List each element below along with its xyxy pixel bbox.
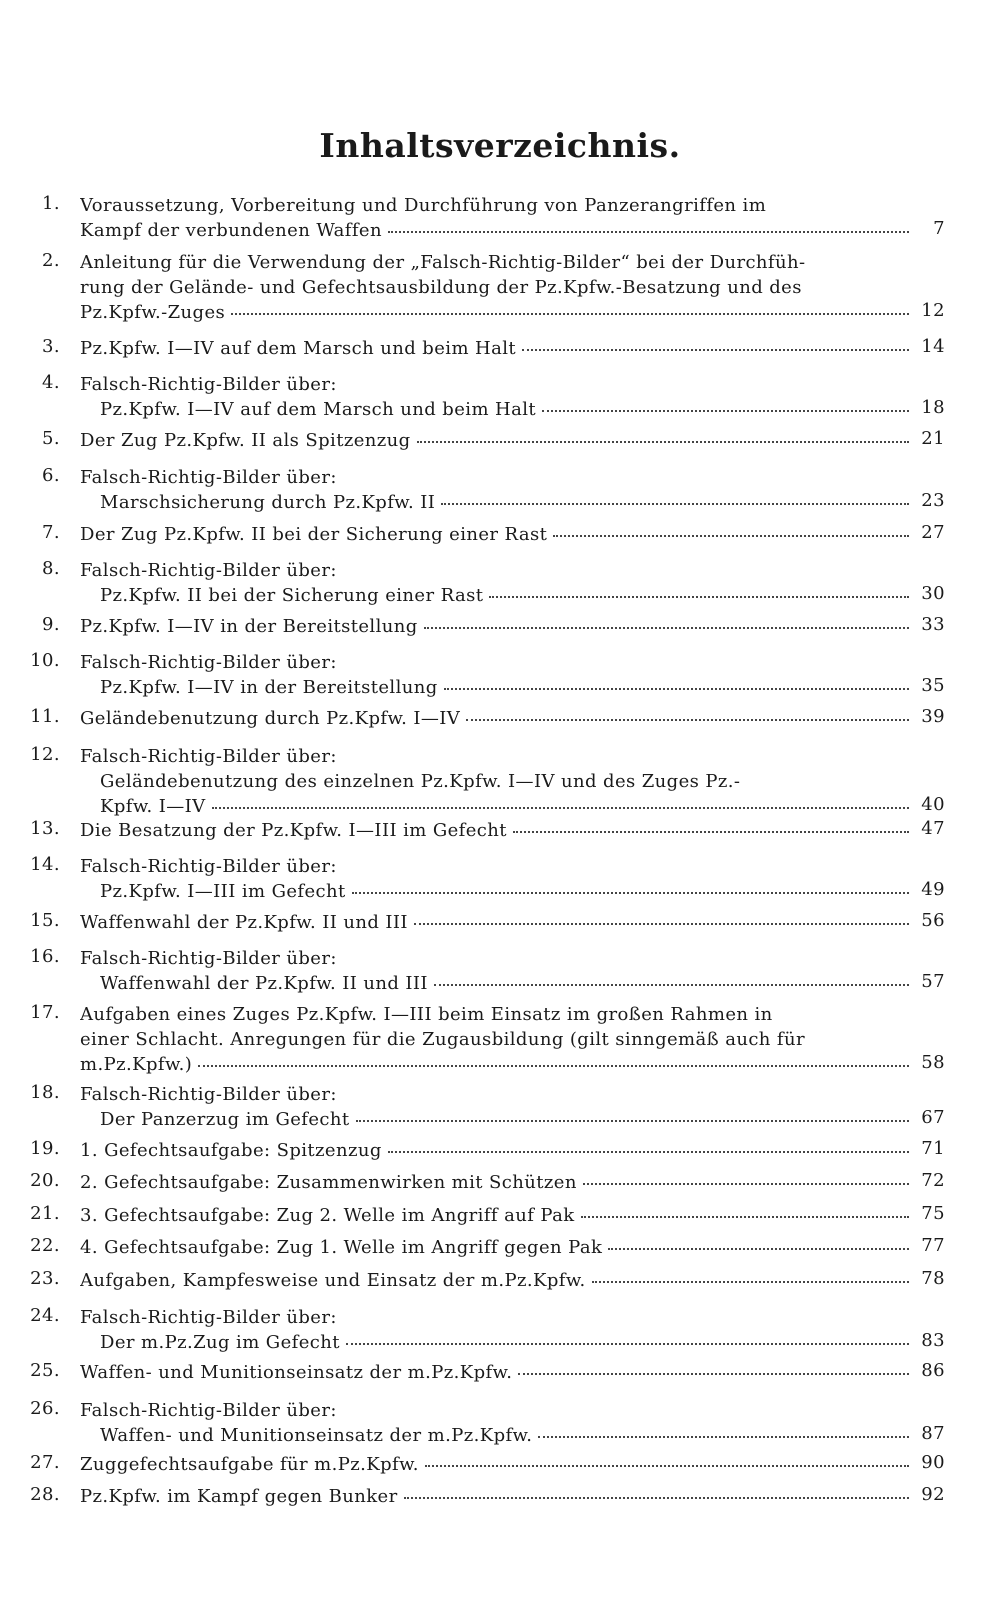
toc-entry-page-number: 47	[921, 818, 945, 839]
toc-entry-page-number: 14	[921, 336, 945, 357]
toc-entry-text	[80, 250, 915, 325]
dot-leader	[513, 831, 909, 833]
toc-entry-line-text: 3. Gefechtsaufgabe: Zug 2. Welle im Angriff auf Pak	[80, 1205, 575, 1226]
toc-entry-number: 28.	[30, 1484, 60, 1505]
toc-entry-line-text: m.Pz.Kpfw.)	[80, 1054, 193, 1075]
toc-entry-line-text: Pz.Kpfw. im Kampf gegen Bunker	[80, 1486, 398, 1507]
toc-entry-line: Falsch-Richtig-Bilder über:	[80, 374, 337, 395]
toc-entry-text	[80, 946, 915, 996]
dot-leader	[434, 984, 909, 986]
toc-entry-line	[80, 1452, 915, 1477]
dot-leader	[388, 231, 909, 233]
toc-entry-page-number: 30	[921, 583, 945, 604]
toc-entry-page-number: 12	[921, 300, 945, 321]
toc-entry-line-text: Kpfw. I—IV	[100, 796, 206, 817]
dot-leader	[522, 349, 909, 351]
toc-entry-line: rung der Gelände- und Gefechtsausbildung der Pz.Kpfw.-Besatzung und des	[80, 277, 802, 298]
toc-entry-text	[80, 465, 915, 515]
toc-entry-page-number: 75	[921, 1203, 945, 1224]
toc-entry-number: 25.	[30, 1360, 60, 1381]
toc-entry-page-number: 40	[921, 794, 945, 815]
toc-entry-page-number: 35	[921, 675, 945, 696]
toc-entry-page-number: 92	[921, 1484, 945, 1505]
toc-entry-text	[80, 1452, 915, 1477]
toc-entry-number: 18.	[30, 1082, 60, 1103]
toc-entry-number: 27.	[30, 1452, 60, 1473]
dot-leader	[417, 441, 909, 443]
toc-entry-page-number: 57	[921, 971, 945, 992]
toc-entry-line: Falsch-Richtig-Bilder über:	[80, 560, 337, 581]
toc-entry-text	[80, 614, 915, 639]
toc-entry-line-text: Geländebenutzung durch Pz.Kpfw. I—IV	[80, 708, 461, 729]
toc-entry-text	[80, 706, 915, 731]
toc-entry-line-text: Zuggefechtsaufgabe für m.Pz.Kpfw.	[80, 1454, 419, 1475]
toc-entry-text	[80, 522, 915, 547]
dot-leader	[542, 410, 909, 412]
toc-entry-text	[80, 428, 915, 453]
dot-leader	[404, 1497, 909, 1499]
toc-entry-number: 11.	[30, 706, 60, 727]
toc-entry-number: 9.	[42, 614, 60, 635]
toc-entry-line	[80, 583, 915, 608]
toc-entry-number: 21.	[30, 1203, 60, 1224]
toc-entry-line-text: 4. Gefechtsaufgabe: Zug 1. Welle im Angriff gegen Pak	[80, 1237, 603, 1258]
toc-entry-line-text: Marschsicherung durch Pz.Kpfw. II	[100, 492, 436, 513]
toc-entry-line	[80, 397, 915, 422]
toc-entry-line: Falsch-Richtig-Bilder über:	[80, 746, 337, 767]
toc-entry-line: Falsch-Richtig-Bilder über:	[80, 1307, 337, 1328]
toc-entry-line	[80, 971, 915, 996]
toc-entry-line-text: Waffenwahl der Pz.Kpfw. II und III	[100, 973, 428, 994]
toc-entry-line: Anleitung für die Verwendung der „Falsch-Richtig-Bilder“ bei der Durchfüh-	[80, 252, 806, 273]
dot-leader	[466, 719, 909, 721]
toc-entry-line	[80, 1268, 915, 1293]
toc-entry-line-text: Pz.Kpfw. I—III im Gefecht	[100, 881, 346, 902]
toc-entry-text	[80, 1305, 915, 1355]
toc-entry-line-text: 1. Gefechtsaufgabe: Spitzenzug	[80, 1140, 382, 1161]
toc-entry-text	[80, 1484, 915, 1509]
page-title: Inhaltsverzeichnis.	[319, 126, 681, 165]
dot-leader	[388, 1151, 909, 1153]
dot-leader	[441, 503, 909, 505]
toc-entry-text	[80, 910, 915, 935]
toc-entry-page-number: 77	[921, 1235, 945, 1256]
dot-leader	[352, 892, 909, 894]
toc-entry-page-number: 21	[921, 428, 945, 449]
toc-entry-line-text: Der Zug Pz.Kpfw. II als Spitzenzug	[80, 430, 411, 451]
dot-leader	[414, 923, 909, 925]
toc-entry-text	[80, 372, 915, 422]
toc-entry-line	[80, 794, 915, 819]
toc-entry-page-number: 49	[921, 879, 945, 900]
toc-entry-line: Falsch-Richtig-Bilder über:	[80, 856, 337, 877]
toc-entry-number: 15.	[30, 910, 60, 931]
toc-entry-page-number: 33	[921, 614, 945, 635]
toc-entry-line-text: Der Panzerzug im Gefecht	[100, 1109, 350, 1130]
toc-entry-line	[80, 1052, 915, 1077]
toc-entry-page-number: 78	[921, 1268, 945, 1289]
toc-entry-page-number: 72	[921, 1170, 945, 1191]
toc-entry-line	[80, 300, 915, 325]
toc-entry-line-text: Pz.Kpfw. I—IV in der Bereitstellung	[100, 677, 438, 698]
toc-entry-line-text: Waffen- und Munitionseinsatz der m.Pz.Kpfw.	[80, 1362, 513, 1383]
toc-entry-line: einer Schlacht. Anregungen für die Zugausbildung (gilt sinngemäß auch für	[80, 1029, 805, 1050]
toc-entry-page-number: 83	[921, 1330, 945, 1351]
toc-entry-line-text: Waffenwahl der Pz.Kpfw. II und III	[80, 912, 408, 933]
toc-entry-page-number: 67	[921, 1107, 945, 1128]
toc-entry-number: 10.	[30, 650, 60, 671]
dot-leader	[489, 596, 909, 598]
toc-entry-text	[80, 1002, 915, 1077]
toc-entry-text	[80, 1170, 915, 1195]
toc-entry-line-text: Aufgaben, Kampfesweise und Einsatz der m.Pz.Kpfw.	[80, 1270, 586, 1291]
toc-entry-line-text: Pz.Kpfw. I—IV auf dem Marsch und beim Halt	[80, 338, 517, 359]
toc-entry-line	[80, 614, 915, 639]
toc-entry-line: Aufgaben eines Zuges Pz.Kpfw. I—III beim Einsatz im großen Rahmen in	[80, 1004, 773, 1025]
toc-entry-number: 24.	[30, 1305, 60, 1326]
toc-entry-line	[80, 818, 915, 843]
toc-entry-line-text: Der Zug Pz.Kpfw. II bei der Sicherung einer Rast	[80, 524, 548, 545]
toc-entry-number: 7.	[42, 522, 60, 543]
toc-entry-text	[80, 1203, 915, 1228]
dot-leader	[608, 1248, 909, 1250]
toc-entry-page-number: 86	[921, 1360, 945, 1381]
dot-leader	[553, 535, 909, 537]
toc-entry-text	[80, 1082, 915, 1132]
toc-entry-text	[80, 818, 915, 843]
toc-entry-line	[80, 522, 915, 547]
dot-leader	[356, 1120, 910, 1122]
dot-leader	[538, 1436, 909, 1438]
dot-leader	[424, 627, 909, 629]
toc-entry-number: 5.	[42, 428, 60, 449]
toc-entry-line-text: Die Besatzung der Pz.Kpfw. I—III im Gefecht	[80, 820, 507, 841]
toc-entry-line	[80, 490, 915, 515]
toc-entry-line	[80, 336, 915, 361]
toc-entry-number: 8.	[42, 558, 60, 579]
toc-entry-text	[80, 1235, 915, 1260]
toc-entry-line-text: Waffen- und Munitionseinsatz der m.Pz.Kpfw.	[100, 1425, 533, 1446]
toc-entry-line	[80, 1138, 915, 1163]
toc-entry-text	[80, 336, 915, 361]
toc-entry-line	[80, 1107, 915, 1132]
toc-entry-number: 19.	[30, 1138, 60, 1159]
dot-leader	[581, 1216, 909, 1218]
toc-entry-page-number: 90	[921, 1452, 945, 1473]
toc-entry-number: 23.	[30, 1268, 60, 1289]
toc-entry-number: 26.	[30, 1398, 60, 1419]
toc-entry-page-number: 27	[921, 522, 945, 543]
toc-entry-number: 4.	[42, 372, 60, 393]
dot-leader	[444, 688, 909, 690]
toc-entry-number: 13.	[30, 818, 60, 839]
toc-entry-line: Falsch-Richtig-Bilder über:	[80, 1400, 337, 1421]
toc-entry-line: Falsch-Richtig-Bilder über:	[80, 1084, 337, 1105]
toc-entry-text	[80, 744, 915, 819]
toc-entry-text	[80, 1360, 915, 1385]
toc-entry-page-number: 7	[933, 218, 945, 239]
toc-entry-line	[80, 675, 915, 700]
dot-leader	[592, 1281, 909, 1283]
toc-entry-text	[80, 1138, 915, 1163]
toc-entry-line	[80, 706, 915, 731]
toc-entry-line	[80, 1360, 915, 1385]
toc-entry-text	[80, 558, 915, 608]
toc-entry-text	[80, 1398, 915, 1448]
toc-entry-line: Falsch-Richtig-Bilder über:	[80, 948, 337, 969]
toc-entry-line-text: Pz.Kpfw. I—IV in der Bereitstellung	[80, 616, 418, 637]
toc-entry-line: Voraussetzung, Vorbereitung und Durchführung von Panzerangriffen im	[80, 195, 767, 216]
toc-entry-number: 17.	[30, 1002, 60, 1023]
dot-leader	[212, 807, 909, 809]
toc-entry-line-text: Pz.Kpfw. II bei der Sicherung einer Rast	[100, 585, 484, 606]
dot-leader	[231, 313, 909, 315]
toc-entry-text	[80, 1268, 915, 1293]
dot-leader	[198, 1065, 909, 1067]
toc-entry-line-text: Pz.Kpfw.-Zuges	[80, 302, 226, 323]
toc-entry-number: 22.	[30, 1235, 60, 1256]
toc-entry-line-text: Pz.Kpfw. I—IV auf dem Marsch und beim Halt	[100, 399, 537, 420]
dot-leader	[346, 1343, 909, 1345]
toc-entry-number: 20.	[30, 1170, 60, 1191]
toc-entry-text	[80, 193, 915, 243]
dot-leader	[425, 1465, 909, 1467]
toc-entry-line	[80, 1203, 915, 1228]
toc-entry-number: 2.	[42, 250, 60, 271]
toc-entry-line	[80, 1235, 915, 1260]
toc-entry-line: Geländebenutzung des einzelnen Pz.Kpfw. I—IV und des Zuges Pz.-	[100, 771, 741, 792]
toc-entry-line	[80, 910, 915, 935]
toc-entry-line	[80, 1330, 915, 1355]
toc-entry-text	[80, 650, 915, 700]
toc-entry-line: Falsch-Richtig-Bilder über:	[80, 467, 337, 488]
toc-entry-text	[80, 854, 915, 904]
toc-entry-line	[80, 1484, 915, 1509]
toc-entry-line-text: Kampf der verbundenen Waffen	[80, 220, 382, 241]
toc-entry-page-number: 71	[921, 1138, 945, 1159]
toc-entry-page-number: 39	[921, 706, 945, 727]
toc-entry-page-number: 58	[921, 1052, 945, 1073]
toc-entry-page-number: 87	[921, 1423, 945, 1444]
dot-leader	[518, 1373, 909, 1375]
toc-entry-line	[80, 218, 915, 243]
toc-entry-line-text: Der m.Pz.Zug im Gefecht	[100, 1332, 340, 1353]
toc-entry-line-text: 2. Gefechtsaufgabe: Zusammenwirken mit Schützen	[80, 1172, 577, 1193]
toc-entry-number: 16.	[30, 946, 60, 967]
toc-entry-number: 14.	[30, 854, 60, 875]
toc-entry-line	[80, 1423, 915, 1448]
toc-entry-number: 3.	[42, 336, 60, 357]
toc-entry-number: 6.	[42, 465, 60, 486]
toc-entry-line	[80, 879, 915, 904]
toc-entry-number: 1.	[42, 193, 60, 214]
toc-entry-line	[80, 428, 915, 453]
toc-entry-line	[80, 1170, 915, 1195]
dot-leader	[583, 1183, 909, 1185]
toc-entry-line: Falsch-Richtig-Bilder über:	[80, 652, 337, 673]
toc-entry-number: 12.	[30, 744, 60, 765]
toc-entry-page-number: 23	[921, 490, 945, 511]
toc-entry-page-number: 18	[921, 397, 945, 418]
toc-entry-page-number: 56	[921, 910, 945, 931]
